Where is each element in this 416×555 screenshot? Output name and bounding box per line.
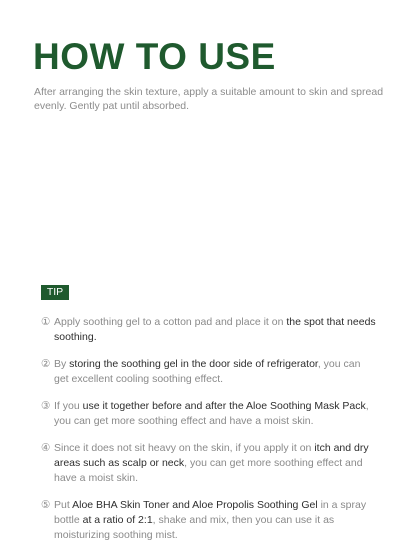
tip-item — [41, 498, 376, 543]
tip-text-segment: By — [54, 358, 70, 370]
tip-number: ⑤ — [41, 499, 51, 511]
tip-number: ④ — [41, 442, 51, 454]
tip-highlight: storing the soothing gel in the door side of refrigerator — [69, 358, 318, 370]
tip-text-segment: , you can get more soothing effect and have a moist skin. — [54, 400, 369, 427]
tip-text-segment: Since it does not sit heavy on the skin, if you apply it on — [54, 442, 315, 454]
tip-text-segment: If you — [54, 400, 83, 412]
tip-highlight: at a ratio of 2:1 — [82, 514, 153, 526]
tip-text-segment: Apply soothing gel to a cotton pad and place it on — [54, 316, 287, 328]
tip-text-segment: , shake and mix, then you can use it as moisturizing soothing mist. — [54, 514, 335, 541]
tip-text — [54, 357, 376, 387]
tip-text — [54, 441, 376, 486]
tip-item — [41, 315, 376, 345]
page-title: HOW TO USE — [33, 36, 276, 77]
tip-number: ① — [41, 316, 51, 328]
usage-instructions: After arranging the skin texture, apply a suitable amount to skin and spread evenly. Gently pat until absorbed. — [34, 86, 384, 112]
tip-text — [54, 315, 376, 345]
tip-highlight: itch and dry areas such as scalp or neck — [54, 442, 369, 469]
tip-number: ③ — [41, 400, 51, 412]
tip-text — [54, 399, 376, 429]
tip-list — [41, 315, 376, 555]
tip-text-segment: Put — [54, 499, 73, 511]
tip-item — [41, 399, 376, 429]
tip-highlight: use it together before and after the Aloe Soothing Mask Pack — [82, 400, 366, 412]
tip-text-segment: , you can get excellent cooling soothing effect. — [54, 358, 361, 385]
tip-highlight: the spot that needs soothing. — [54, 316, 376, 343]
tip-item — [41, 357, 376, 387]
tip-text — [54, 498, 376, 543]
tip-text-segment: , you can get more soothing effect and have a moist skin. — [54, 457, 363, 484]
tip-highlight: Aloe BHA Skin Toner and Aloe Propolis Soothing Gel — [72, 499, 318, 511]
tip-number: ② — [41, 358, 51, 370]
tip-text-segment: in a spray bottle — [54, 499, 367, 526]
tip-item — [41, 441, 376, 486]
tip-badge: TIP — [41, 285, 69, 300]
